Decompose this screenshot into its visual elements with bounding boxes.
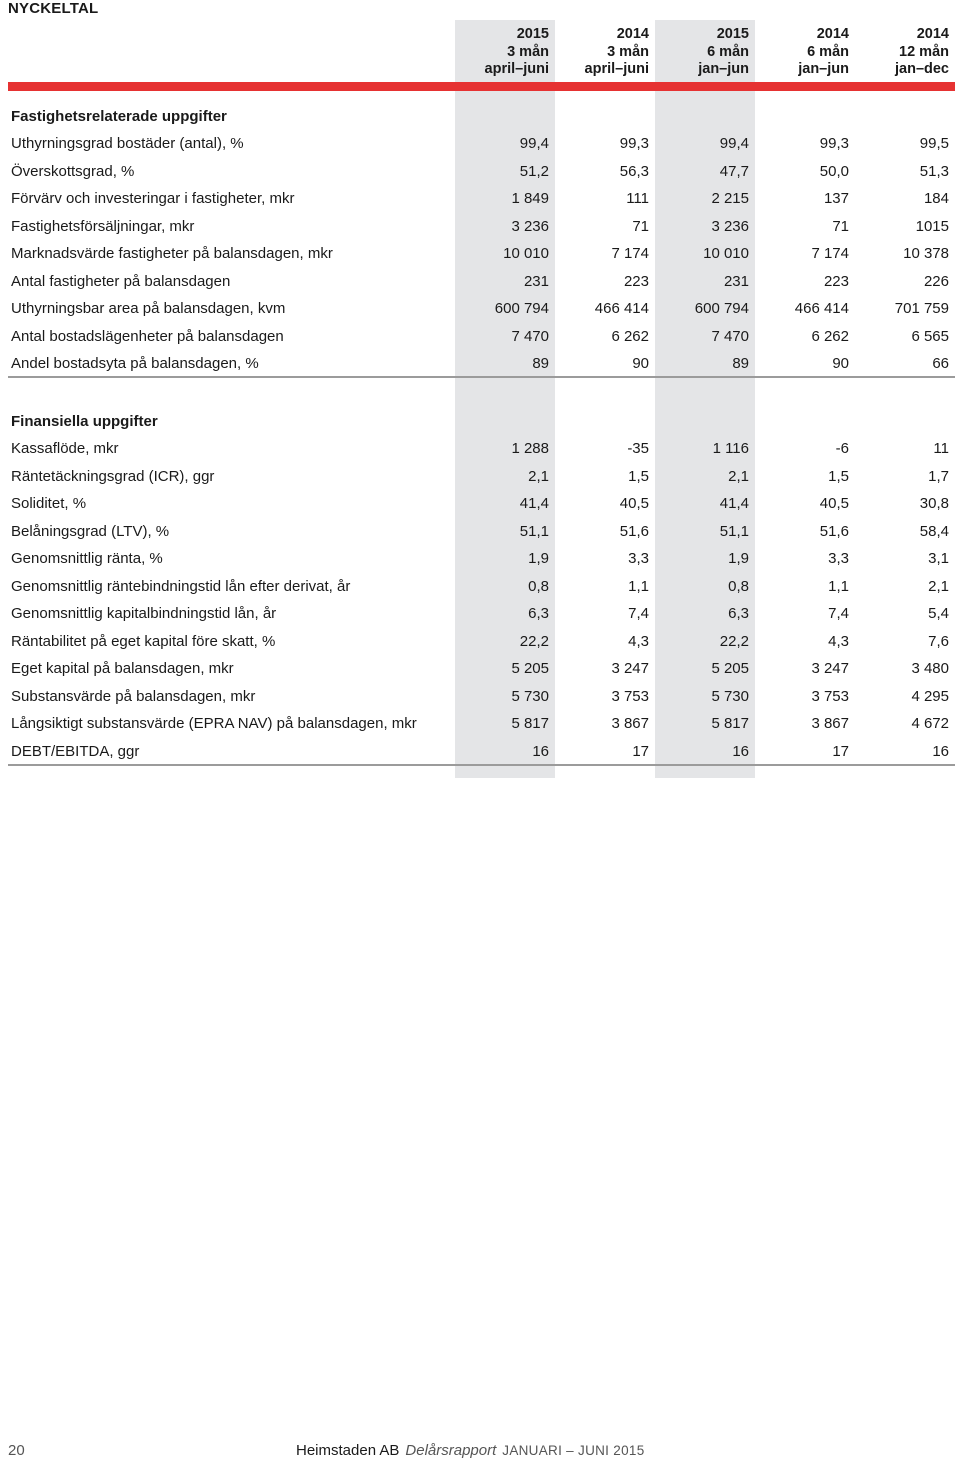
value-cell: 40,5 <box>619 495 649 512</box>
value-cell: 5 730 <box>511 687 549 705</box>
value-cell: 7 470 <box>511 327 549 345</box>
value-cell: 51,6 <box>819 522 849 540</box>
value-cell: 16 <box>932 742 949 760</box>
value-cell: 7 470 <box>711 327 749 345</box>
value-cell: 11 <box>933 440 949 457</box>
row-label: Belåningsgrad (LTV), % <box>11 522 170 540</box>
value-cell: 111 <box>626 190 649 207</box>
value-cell: 17 <box>632 742 649 760</box>
report-name: Delårsrapport <box>405 1442 497 1459</box>
value-cell: 10 010 <box>503 245 549 262</box>
value-cell: 99,3 <box>619 135 649 152</box>
value-cell: 51,1 <box>719 522 749 540</box>
value-cell: 2 215 <box>711 190 749 207</box>
value-cell: 89 <box>532 355 549 372</box>
row-label: Substansvärde på balansdagen, mkr <box>11 687 256 705</box>
value-cell: 50,0 <box>819 162 849 180</box>
value-cell: 5 730 <box>711 687 749 705</box>
row-label: Överskottsgrad, % <box>11 162 135 180</box>
row-label: Förvärv och investeringar i fastigheter, mkr <box>11 190 295 207</box>
value-cell: 3 867 <box>611 715 649 732</box>
table-row <box>0 545 960 573</box>
value-cell: 89 <box>732 355 749 372</box>
value-cell: 6 565 <box>911 327 949 345</box>
value-cell: 3 480 <box>911 660 949 677</box>
value-cell: 22,2 <box>719 632 749 650</box>
table-row <box>0 490 960 518</box>
row-label: Långsiktigt substansvärde (EPRA NAV) på balansdagen, mkr <box>11 715 417 732</box>
value-cell: 2,1 <box>528 467 549 485</box>
row-label: Genomsnittlig ränta, % <box>11 550 163 567</box>
value-cell: 3 753 <box>811 687 849 705</box>
value-cell: 4 295 <box>911 687 949 705</box>
value-cell: 6,3 <box>728 605 749 622</box>
row-label: Uthyrningsbar area på balansdagen, kvm <box>11 300 286 317</box>
column-header: 2014 12 mån jan–dec <box>895 26 949 77</box>
value-cell: 5,4 <box>928 605 949 622</box>
row-label: Andel bostadsyta på balansdagen, % <box>11 355 259 372</box>
page-heading: NYCKELTAL <box>8 0 99 17</box>
value-cell: 223 <box>823 272 849 290</box>
value-cell: 0,8 <box>528 577 549 595</box>
table-row <box>0 710 960 738</box>
row-label: Eget kapital på balansdagen, mkr <box>11 660 234 677</box>
value-cell: 5 205 <box>711 660 749 677</box>
value-cell: 231 <box>523 272 549 290</box>
table-row <box>0 295 960 323</box>
value-cell: 3 867 <box>811 715 849 732</box>
value-cell: 4,3 <box>628 632 649 650</box>
value-cell: 5 205 <box>511 660 549 677</box>
value-cell: 223 <box>623 272 649 290</box>
value-cell: 99,4 <box>519 135 549 152</box>
value-cell: 6 262 <box>811 327 849 345</box>
value-cell: 7 174 <box>611 245 649 262</box>
row-label: Genomsnittlig räntebindningstid lån efter derivat, år <box>11 577 351 595</box>
value-cell: 226 <box>923 272 949 290</box>
value-cell: 2,1 <box>928 577 949 595</box>
value-cell: 4 672 <box>911 715 949 732</box>
value-cell: 5 817 <box>511 715 549 732</box>
row-label: DEBT/EBITDA, ggr <box>11 742 140 760</box>
table-row <box>0 185 960 213</box>
row-label: Räntetäckningsgrad (ICR), ggr <box>11 467 215 485</box>
value-cell: 40,5 <box>819 495 849 512</box>
value-cell: 90 <box>632 355 649 372</box>
table-row <box>0 738 960 766</box>
table-row <box>0 213 960 241</box>
value-cell: 600 794 <box>694 300 749 317</box>
value-cell: 3 236 <box>711 217 749 235</box>
table-row <box>0 240 960 268</box>
section-rule <box>8 376 955 378</box>
document-footer <box>296 1441 645 1461</box>
value-cell: 10 010 <box>703 245 749 262</box>
table-row <box>0 268 960 296</box>
column-header: 2015 6 mån jan–jun <box>698 26 749 77</box>
row-label: Antal bostadslägenheter på balansdagen <box>11 327 284 345</box>
value-cell: 1 849 <box>511 190 549 207</box>
table-row <box>0 600 960 628</box>
value-cell: 184 <box>923 190 949 207</box>
value-cell: 7,6 <box>928 632 949 650</box>
value-cell: 3 236 <box>511 217 549 235</box>
table-row <box>0 683 960 711</box>
row-label: Uthyrningsgrad bostäder (antal), % <box>11 135 244 152</box>
value-cell: 90 <box>832 355 849 372</box>
row-label: Räntabilitet på eget kapital före skatt, % <box>11 632 276 650</box>
value-cell: 3 247 <box>611 660 649 677</box>
value-cell: 30,8 <box>919 495 949 512</box>
row-label: Marknadsvärde fastigheter på balansdagen, mkr <box>11 245 333 262</box>
value-cell: 51,1 <box>519 522 549 540</box>
value-cell: 41,4 <box>719 495 749 512</box>
value-cell: 71 <box>832 217 849 235</box>
table-row <box>0 463 960 491</box>
row-label: Antal fastigheter på balansdagen <box>11 272 231 290</box>
column-header: 2014 6 mån jan–jun <box>798 26 849 77</box>
value-cell: 701 759 <box>894 300 949 317</box>
value-cell: 1,9 <box>728 550 749 567</box>
table-row <box>0 573 960 601</box>
value-cell: 1 116 <box>712 440 749 457</box>
value-cell: 3,3 <box>628 550 649 567</box>
value-cell: 466 414 <box>594 300 649 317</box>
value-cell: 99,3 <box>819 135 849 152</box>
value-cell: 600 794 <box>494 300 549 317</box>
value-cell: 7 174 <box>811 245 849 262</box>
value-cell: 51,3 <box>919 162 949 180</box>
value-cell: 16 <box>732 742 749 760</box>
value-cell: 16 <box>532 742 549 760</box>
value-cell: 3 247 <box>811 660 849 677</box>
value-cell: 1015 <box>915 217 949 235</box>
value-cell: 5 817 <box>711 715 749 732</box>
value-cell: -6 <box>835 440 849 457</box>
value-cell: 137 <box>823 190 849 207</box>
page-number: 20 <box>8 1442 25 1459</box>
value-cell: 231 <box>723 272 749 290</box>
value-cell: 66 <box>932 355 949 372</box>
value-cell: 3,1 <box>928 550 949 567</box>
section-title: Fastighetsrelaterade uppgifter <box>11 108 227 125</box>
value-cell: 3,3 <box>828 550 849 567</box>
value-cell: 1,5 <box>828 467 849 485</box>
header-accent-bar <box>8 82 955 91</box>
value-cell: 17 <box>832 742 849 760</box>
value-cell: 3 753 <box>611 687 649 705</box>
section-rule <box>8 764 955 766</box>
value-cell: 22,2 <box>519 632 549 650</box>
value-cell: -35 <box>627 440 649 457</box>
value-cell: 7,4 <box>828 605 849 622</box>
value-cell: 1,1 <box>628 577 649 595</box>
row-label: Genomsnittlig kapitalbindningstid lån, år <box>11 605 277 622</box>
table-row <box>0 158 960 186</box>
section-title: Finansiella uppgifter <box>11 413 158 430</box>
value-cell: 10 378 <box>903 245 949 262</box>
column-header: 2014 3 mån april–juni <box>584 26 649 77</box>
value-cell: 1,7 <box>928 467 949 485</box>
value-cell: 1,5 <box>628 467 649 485</box>
value-cell: 71 <box>632 217 649 235</box>
table-row <box>0 435 960 463</box>
company-name: Heimstaden AB <box>296 1442 400 1459</box>
row-label: Kassaflöde, mkr <box>11 440 119 457</box>
table-row <box>0 130 960 158</box>
value-cell: 51,6 <box>619 522 649 540</box>
value-cell: 0,8 <box>728 577 749 595</box>
value-cell: 466 414 <box>794 300 849 317</box>
value-cell: 1,9 <box>528 550 549 567</box>
value-cell: 1,1 <box>828 577 849 595</box>
value-cell: 99,4 <box>719 135 749 152</box>
value-cell: 7,4 <box>628 605 649 622</box>
value-cell: 1 288 <box>511 440 549 457</box>
table-row <box>0 323 960 351</box>
value-cell: 56,3 <box>619 162 649 180</box>
value-cell: 99,5 <box>919 135 949 152</box>
value-cell: 41,4 <box>519 495 549 512</box>
table-row <box>0 518 960 546</box>
value-cell: 51,2 <box>519 162 549 180</box>
table-row <box>0 655 960 683</box>
value-cell: 4,3 <box>828 632 849 650</box>
table-row <box>0 628 960 656</box>
table-row <box>0 350 960 378</box>
value-cell: 47,7 <box>719 162 749 180</box>
report-period: JANUARI – JUNI 2015 <box>502 1443 645 1458</box>
value-cell: 6 262 <box>611 327 649 345</box>
value-cell: 2,1 <box>728 467 749 485</box>
value-cell: 6,3 <box>528 605 549 622</box>
row-label: Soliditet, % <box>11 495 87 512</box>
column-header: 2015 3 mån april–juni <box>484 26 549 77</box>
row-label: Fastighetsförsäljningar, mkr <box>11 217 195 235</box>
value-cell: 58,4 <box>919 522 949 540</box>
